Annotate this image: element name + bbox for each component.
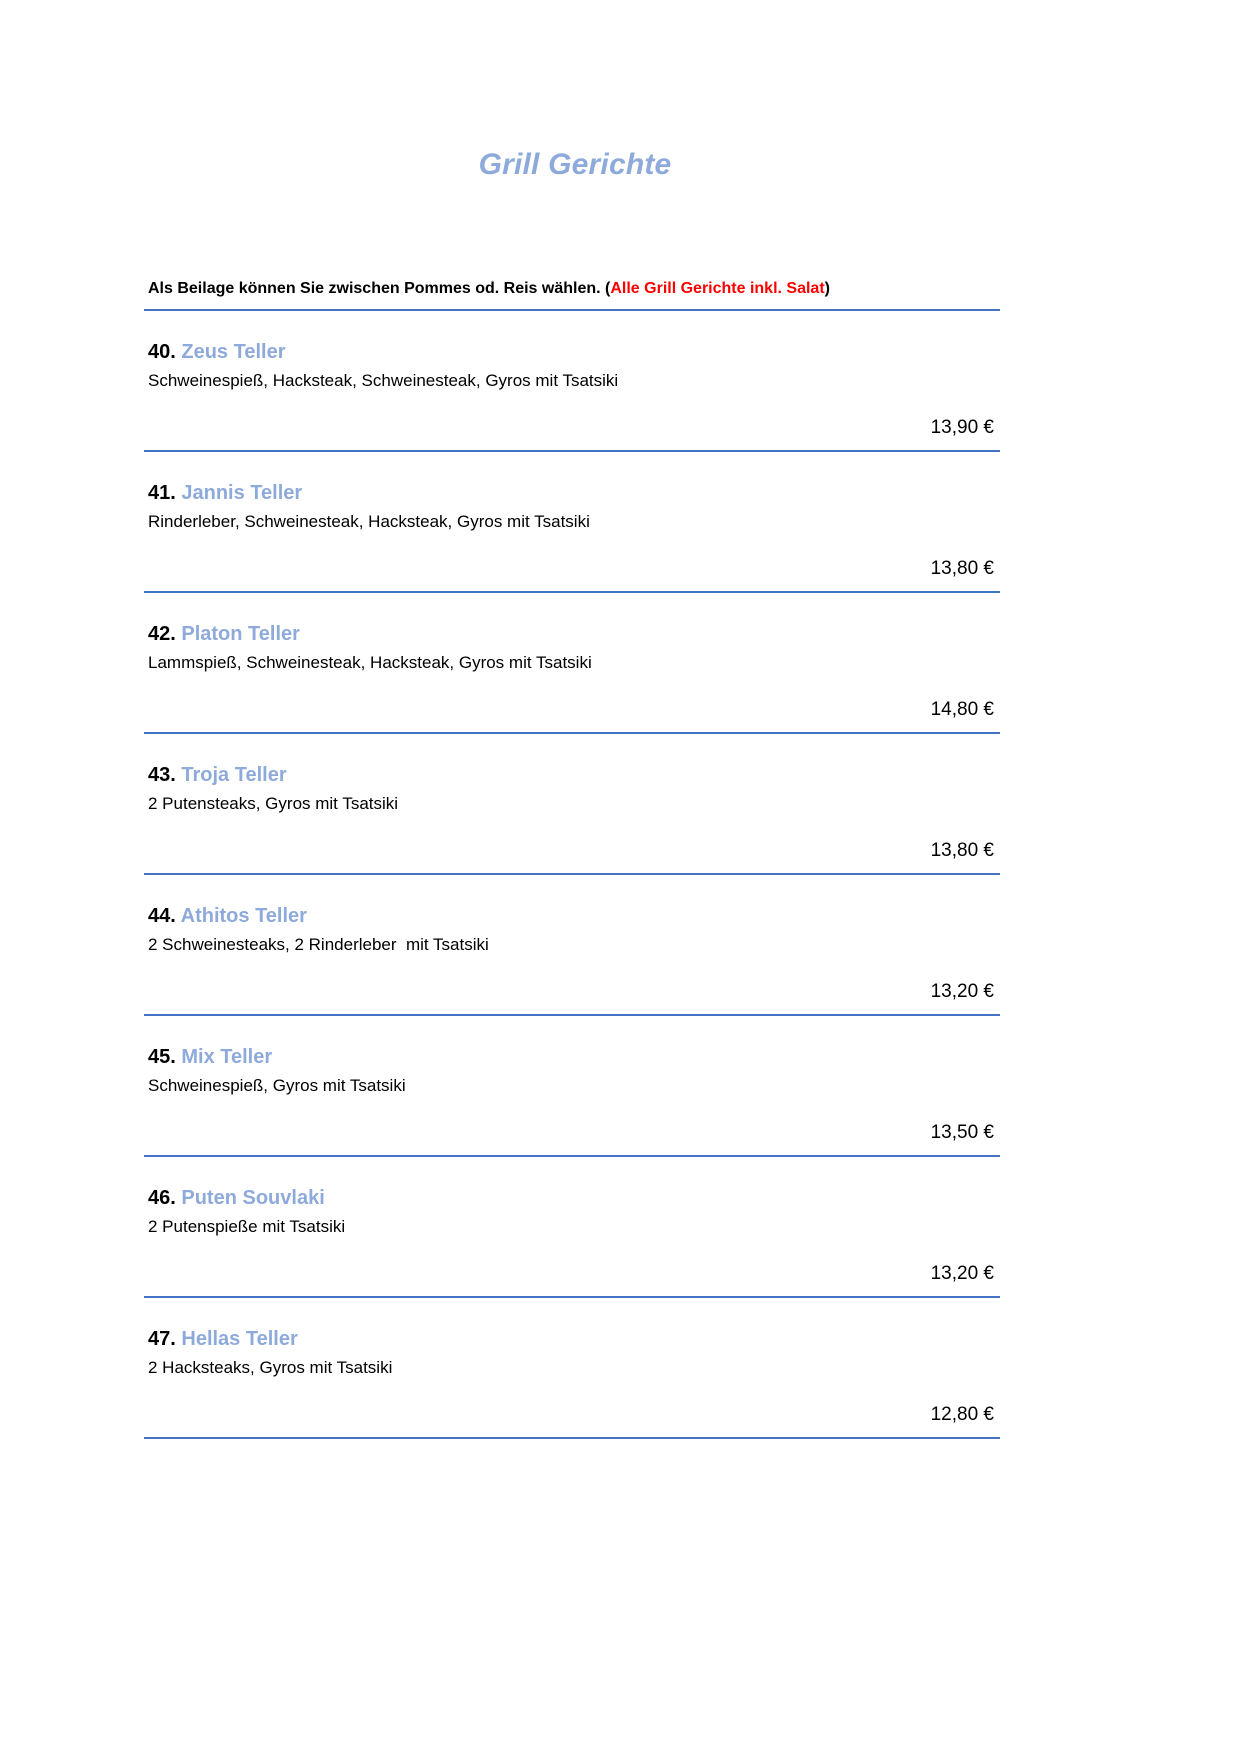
menu-item-name: Hellas Teller bbox=[181, 1328, 298, 1350]
menu-item-description: 2 Schweinesteaks, 2 Rinderleber mit Tsatsiki bbox=[148, 935, 489, 954]
divider bbox=[144, 591, 1000, 593]
menu-item bbox=[148, 905, 998, 1015]
menu-item-price: 13,20 € bbox=[930, 1263, 994, 1284]
menu-item bbox=[148, 1046, 998, 1156]
menu-item-description: Rinderleber, Schweinesteak, Hacksteak, Gyros mit Tsatsiki bbox=[148, 512, 590, 531]
menu-item-number: 40. bbox=[148, 341, 176, 363]
menu-item bbox=[148, 1187, 998, 1297]
menu-item-name: Troja Teller bbox=[181, 764, 287, 786]
menu-item-description: 2 Putensteaks, Gyros mit Tsatsiki bbox=[148, 794, 399, 813]
side-dish-note-text: Als Beilage können Sie zwischen Pommes od. Reis wählen. ( bbox=[148, 280, 611, 297]
menu-item-description: 2 Hacksteaks, Gyros mit Tsatsiki bbox=[148, 1358, 393, 1377]
divider bbox=[144, 873, 1000, 875]
menu-item-name: Athitos Teller bbox=[180, 905, 307, 927]
menu-item-price: 13,20 € bbox=[930, 981, 994, 1002]
menu-item-heading bbox=[148, 623, 300, 646]
menu-item-heading bbox=[148, 482, 302, 505]
menu-item-number: 43. bbox=[148, 764, 176, 786]
menu-item-heading bbox=[148, 1187, 325, 1210]
salad-note: Alle Grill Gerichte inkl. Salat bbox=[610, 280, 825, 297]
side-dish-note bbox=[148, 280, 830, 298]
divider bbox=[144, 732, 1000, 734]
menu-item-price: 13,50 € bbox=[930, 1122, 994, 1143]
menu-item bbox=[148, 341, 998, 451]
divider bbox=[144, 450, 1000, 452]
side-dish-note-close: ) bbox=[824, 280, 830, 297]
menu-item-number: 45. bbox=[148, 1046, 176, 1068]
menu-item-heading bbox=[148, 1046, 272, 1069]
menu-item-price: 14,80 € bbox=[930, 699, 994, 720]
menu-item-name: Mix Teller bbox=[181, 1046, 273, 1068]
menu-item-price: 13,80 € bbox=[930, 840, 994, 861]
menu-item-heading bbox=[148, 764, 287, 787]
menu-item-price: 13,80 € bbox=[930, 558, 994, 579]
menu-item bbox=[148, 623, 998, 733]
menu-item-name: Platon Teller bbox=[181, 623, 300, 645]
menu-item bbox=[148, 1328, 998, 1438]
menu-item-heading bbox=[148, 341, 286, 364]
menu-item-number: 44. bbox=[148, 905, 176, 927]
menu-item-heading bbox=[148, 905, 307, 928]
menu-item-name: Zeus Teller bbox=[181, 341, 286, 363]
divider bbox=[144, 309, 1000, 311]
divider bbox=[144, 1296, 1000, 1298]
menu-item bbox=[148, 482, 998, 592]
menu-item-number: 42. bbox=[148, 623, 176, 645]
divider bbox=[144, 1437, 1000, 1439]
menu-item-description: Schweinespieß, Hacksteak, Schweinesteak, Gyros mit Tsatsiki bbox=[148, 371, 619, 390]
menu-item-price: 13,90 € bbox=[930, 417, 994, 438]
menu-item-heading bbox=[148, 1328, 298, 1351]
menu-item-name: Puten Souvlaki bbox=[181, 1187, 325, 1209]
menu-item-price: 12,80 € bbox=[930, 1404, 994, 1425]
divider bbox=[144, 1014, 1000, 1016]
menu-item bbox=[148, 764, 998, 874]
menu-item-description: 2 Putenspieße mit Tsatsiki bbox=[148, 1217, 346, 1236]
menu-item-name: Jannis Teller bbox=[181, 482, 303, 504]
menu-item-number: 46. bbox=[148, 1187, 176, 1209]
page-title: Grill Gerichte bbox=[478, 148, 672, 181]
menu-item-number: 41. bbox=[148, 482, 176, 504]
menu-item-description: Lammspieß, Schweinesteak, Hacksteak, Gyros mit Tsatsiki bbox=[148, 653, 592, 672]
menu-item-number: 47. bbox=[148, 1328, 176, 1350]
divider bbox=[144, 1155, 1000, 1157]
menu-item-description: Schweinespieß, Gyros mit Tsatsiki bbox=[148, 1076, 406, 1095]
